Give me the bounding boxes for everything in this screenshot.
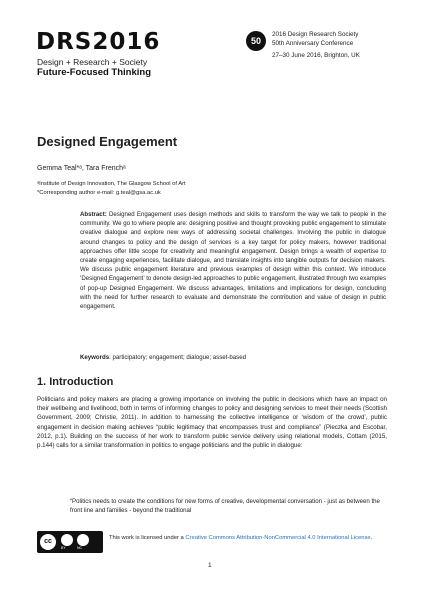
license-prefix: This work is licensed under a — [109, 535, 186, 541]
keywords-text: : participatory; engagement; dialogue; asset-based — [109, 354, 246, 361]
conference-anniversary: 50th Anniversary Conference — [272, 40, 354, 47]
abstract — [80, 210, 386, 311]
paper-title: Designed Engagement — [37, 134, 178, 149]
anniversary-badge: 50 — [246, 31, 266, 51]
conference-name: 2016 Design Research Society — [272, 31, 359, 38]
conference-date-location: 27–30 June 2016, Brighton, UK — [272, 52, 360, 59]
attribution-icon — [61, 534, 73, 546]
cc-license-badge[interactable] — [37, 531, 103, 553]
logo-subtitle: Future-Focused Thinking — [37, 67, 151, 78]
cc-icon: cc — [40, 534, 56, 550]
cc-by-label: BY — [61, 546, 66, 550]
block-quote: “Politics needs to create the conditions for new forms of creative, developmental conversation - just as between the front line and families - beyond the traditional — [70, 498, 380, 515]
keywords — [80, 354, 246, 361]
cc-nc-label: NC — [77, 546, 83, 550]
logo-tagline: Design + Research + Society — [37, 57, 148, 67]
abstract-label: Abstract: — [80, 211, 107, 218]
corresponding-author: *Corresponding author e-mail: g.teal@gsa.ac.uk — [37, 190, 161, 196]
page-number: 1 — [208, 562, 212, 569]
drs-logo: DRS2016 — [36, 29, 161, 55]
intro-paragraph: Politicians and policy makers are placing a growing importance on involving the public in decisions which have an impact on their wellbeing and livelihood, both in terms of informing changes to policy and designing services to meet their needs (Scottish Government, 2009; Christie, 2011). In addition to harnessing the collective intelligence or ‘wisdom of the crowd’, public engagement in decision making achieves “public legitimacy that encompasses trust and compliance” (Pieczka and Escobar, 2012, p.1). Building on the success of her work to transform public service delivery using relational models, Cottam (2015, p.144) calls for a similar transformation in politics to engage politicians and the public in dialogue: — [37, 396, 387, 450]
keywords-label: Keywords — [80, 354, 110, 361]
license-suffix: . — [370, 535, 373, 541]
noncommercial-icon — [77, 534, 89, 546]
section-heading: 1. Introduction — [37, 376, 114, 388]
license-notice — [109, 534, 389, 543]
affiliation: ᵃInstitute of Design Innovation, The Glasgow School of Art — [37, 181, 186, 187]
abstract-text: Designed Engagement uses design methods and skills to transform the way we talk to people in the community. We go to where people are: designing positive and thought provoking public engagement to stimulate creative dialogue and explore new ways of addressing societal challenges. Involving the public in dialogue around changes to policy and the design of services is a key target for policy makers, however traditional approaches offer little scope for creativity and meaningful engagement. Design brings a wealth of expertise to create engaging experiences, facilitate dialogue, and translate insights into tangible outputs for decision makers. We discuss public engagement literature and previous examples of design within this context. We introduce ‘Designed Engagement’ to denote design-led approaches to public engagement, illustrated through two examples of pop-up Designed Engagement. We discuss advantages, limitations and implications for design, concluding with the need for further research to evaluate and demonstrate the contribution and value of design in public engagement. — [80, 211, 386, 311]
license-link[interactable]: Creative Commons Attribution-NonCommercial 4.0 International License — [185, 535, 371, 541]
author-list: Gemma Teal*ᵃ, Tara Frenchᵃ — [37, 165, 126, 172]
